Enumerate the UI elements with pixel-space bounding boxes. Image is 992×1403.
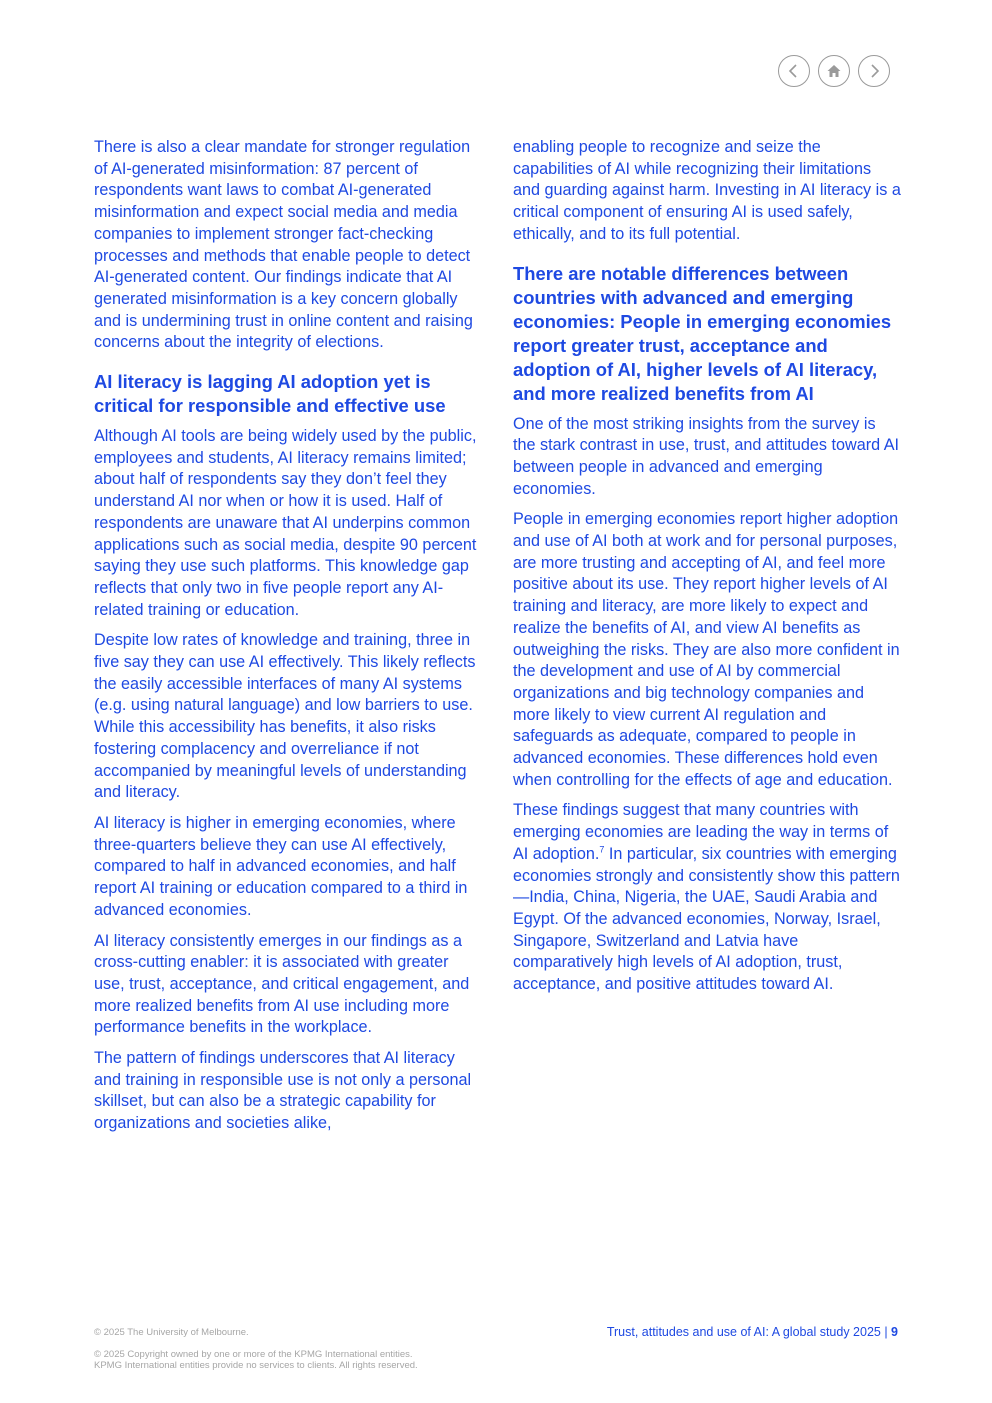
paragraph-leading-countries-part1: These findings suggest that many countries with emerging economies are leading the way in terms of AI adoption. (513, 801, 889, 863)
paragraph-striking-insights: One of the most striking insights from the survey is the stark contrast in use, trust, and attitudes toward AI between people in advanced and emerging economies. (513, 414, 900, 498)
paragraph-ai-literacy-limited: Although AI tools are being widely used by the public, employees and students, AI literacy remains limited; about half of respondents say they don’t feel they understand AI nor when or how it is used. Half of respondents are unaware that AI underpins common applications such as social media, despite 90 percent saying they use such platforms. This knowledge gap reflects that only two in five people report any AI-related training or education. (94, 427, 477, 619)
home-button[interactable] (818, 55, 850, 87)
heading-ai-literacy: AI literacy is lagging AI adoption yet is critical for responsible and effective use (94, 371, 446, 417)
previous-page-button[interactable] (778, 55, 810, 87)
paragraph-literacy-emerging: AI literacy is higher in emerging economies, where three-quarters believe they can use AI effectively, compared to half in advanced economies, and half report AI training or education compared to a third in advanced economies. (94, 813, 468, 919)
footnote-marker[interactable]: 7 (599, 844, 605, 855)
paragraph-misinformation-regulation: There is also a clear mandate for stronger regulation of AI-generated misinformation: 87 percent of respondents want laws to combat AI-generated misinformation and expect social media and media companies to implement stronger fact-checking processes and methods that enable people to detect AI-generated content. Our findings indicate that AI generated misinformation is a key concern globally and is undermining trust in online content and raising concerns about the integrity of elections. (94, 138, 473, 352)
home-icon (826, 63, 842, 79)
next-page-button[interactable] (858, 55, 890, 87)
page-number: 9 (891, 1325, 898, 1339)
left-column (94, 137, 482, 1144)
copyright-kpmg: © 2025 Copyright owned by one or more of the KPMG International entities. (94, 1348, 413, 1360)
page-navigation (778, 55, 890, 87)
paragraph-cross-cutting-enabler: AI literacy consistently emerges in our findings as a cross-cutting enabler: it is associated with greater use, trust, acceptance, and critical engagement, and more realized benefits from AI use including more performance benefits in the workplace. (94, 931, 470, 1037)
paragraph-pattern-of-findings: The pattern of findings underscores that AI literacy and training in responsible use is not only a personal skillset, but can also be a strategic capability for organizations and societies alike, (94, 1049, 472, 1133)
copyright-kpmg-services: KPMG International entities provide no services to clients. All rights reserved. (94, 1360, 418, 1371)
chevron-left-icon (786, 63, 802, 79)
document-title: Trust, attitudes and use of AI: A global study 2025 | (606, 1325, 892, 1339)
paragraph-leading-countries (513, 800, 901, 995)
chevron-right-icon (866, 63, 882, 79)
paragraph-low-knowledge: Despite low rates of knowledge and training, three in five say they can use AI effectively. This likely reflects the easily accessible interfaces of many AI systems (e.g. using natural language) and low barriers to use. While this accessibility has benefits, it also risks fostering complacency and overreliance if not accompanied by meaningful levels of understanding and literacy. (94, 631, 476, 802)
heading-advanced-vs-emerging: There are notable differences between countries with advanced and emerging economies: People in emerging economies report greater trust, acceptance and adoption of AI, higher levels of AI literacy, and more realized benefits from AI (513, 262, 892, 404)
footer-copyright (94, 1327, 494, 1372)
right-column (513, 137, 901, 1005)
footer-doc-title (607, 1325, 898, 1339)
paragraph-enabling-people: enabling people to recognize and seize the capabilities of AI while recognizing their limitations and guarding against harm. Investing in AI literacy is a critical component of ensuring AI is used safely, ethically, and to its full potential. (513, 138, 901, 243)
paragraph-leading-countries-part2: In particular, six countries with emerging economies strongly and consistently show this pattern—India, China, Nigeria, the UAE, Saudi Arabia and Egypt. Of the advanced economies, Norway, Israel, Singapore, Switzerland and Latvia have comparatively high levels of AI adoption, trust, acceptance, and positive attitudes toward AI. (513, 844, 900, 994)
paragraph-emerging-economies-higher: People in emerging economies report higher adoption and use of AI both at work and for personal purposes, are more trusting and accepting of AI, and feel more positive about its use. They report higher levels of AI training and literacy, are more likely to expect and realize the benefits of AI, and view AI benefits as outweighing the risks. They are also more confident in the development and use of AI by commercial organizations and big technology companies and more likely to view current AI regulation and safeguards as adequate, compared to people in advanced economies. These differences hold even when controlling for the effects of age and education. (513, 510, 900, 789)
copyright-university: © 2025 The University of Melbourne. (94, 1327, 249, 1338)
